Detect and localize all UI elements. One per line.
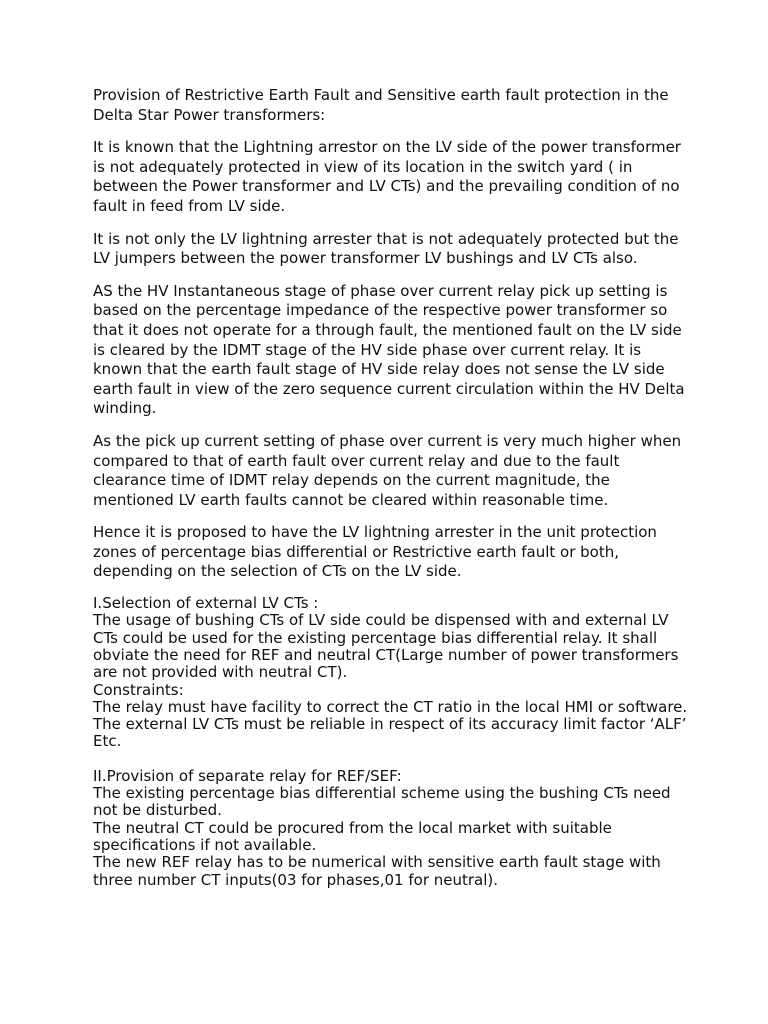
document-title: Provision of Restrictive Earth Fault and Sensitive earth fault protection in the Delta Star Power transformers: [93,86,669,124]
paragraph-proposal: Hence it is proposed to have the LV lightning arrester in the unit protection zones of percentage bias differential or Restrictive earth fault or both, depending on the selection of CTs on the LV side. [93,523,657,581]
paragraph-lightning-arrestor: It is known that the Lightning arrestor on the LV side of the power transformer is not adequately protected in view of its location in the switch yard ( in between the Power transformer and LV CTs) and the prevailing condition of no fault in feed from LV side. [93,138,681,215]
section-separate-relay [93,768,693,889]
section1-heading: I.Selection of external LV CTs : [93,594,319,613]
paragraph-pickup-setting: As the pick up current setting of phase over current is very much higher when compared to that of earth fault over current relay and due to the fault clearance time of IDMT relay depends on the current magnitude, the mentioned LV earth faults cannot be cleared within reasonable time. [93,431,682,509]
constraints-label: Constraints: [93,680,184,699]
section2-line-neutral-ct: The neutral CT could be procured from the local market with suitable specifications if not available. [93,818,612,854]
section-external-lv-cts [93,595,693,751]
constraint-ct-ratio: The relay must have facility to correct the CT ratio in the local HMI or software. [93,697,688,716]
paragraph-lv-jumpers: It is not only the LV lightning arrester that is not adequately protected but the LV jumpers between the power transformer LV bushings and LV CTs also. [93,229,679,268]
document-page [93,86,693,906]
section2-line-bias-differential: The existing percentage bias differential scheme using the bushing CTs need not be disturbed. [93,784,671,820]
section2-heading: II.Provision of separate relay for REF/SEF: [93,766,402,785]
section2-line-ref-relay: The new REF relay has to be numerical with sensitive earth fault stage with three number CT inputs(03 for phases,01 for neutral). [93,853,661,889]
constraint-alf: The external LV CTs must be reliable in respect of its accuracy limit factor ‘ALF’ Etc. [93,715,687,751]
section1-body: The usage of bushing CTs of LV side could be dispensed with and external LV CTs could be used for the existing percentage bias differential relay. It shall obviate the need for REF and neutral CT(Large number of power transformers are not provided with neutral CT). [93,611,679,682]
paragraph-hv-instantaneous: AS the HV Instantaneous stage of phase over current relay pick up setting is based on the percentage impedance of the respective power transformer so that it does not operate for a through fault, the mentioned fault on the LV side is cleared by the IDMT stage of the HV side phase over current relay. It is known that the earth fault stage of HV side relay does not sense the LV side earth fault in view of the zero sequence current circulation within the HV Delta winding. [93,281,685,418]
